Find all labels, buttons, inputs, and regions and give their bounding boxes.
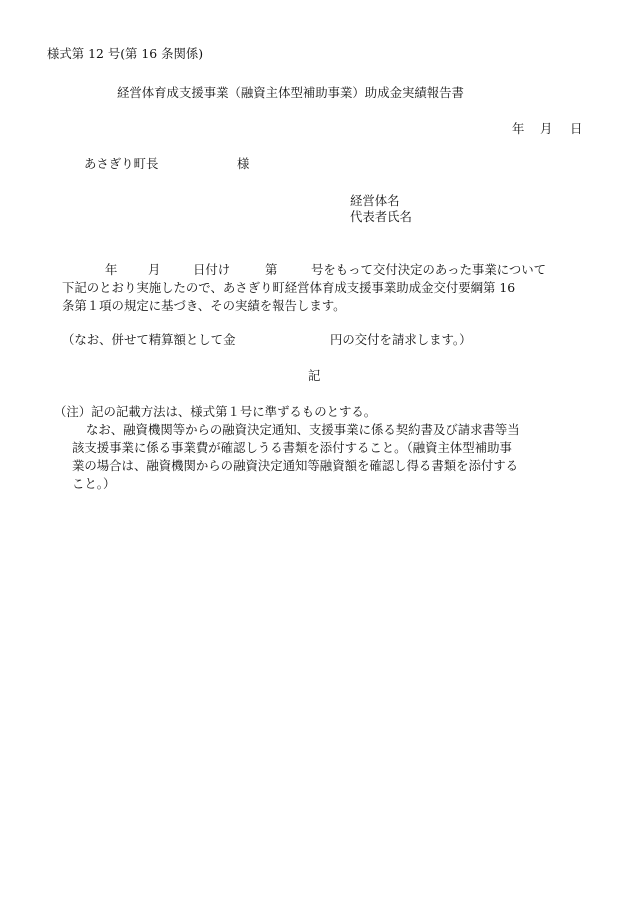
note-line3: 該支援事業に係る事業費が確認しうる書類を添付すること。（融資主体型補助事 [72,440,512,455]
date-month: 月 [540,121,553,136]
request-part2: 円の交付を請求します。） [330,332,472,347]
addressee-name: あさぎり町長 [84,156,159,171]
note-line1: （注）記の記載方法は、様式第１号に準ずるものとする。 [54,404,377,419]
entity-name-label: 経営体名 [350,193,400,208]
date-year: 年 [512,121,525,136]
form-number: 様式第 12 号(第 16 条関係) [47,46,204,61]
body-number: 第 [265,262,278,277]
ki-heading: 記 [308,368,321,383]
note-line4: 業の場合は、融資機関からの融資決定通知等融資額を確認し得る書類を添付する [72,458,519,473]
note-line5: こと。） [72,476,116,491]
body-line1-rest: 号をもって交付決定のあった事業について [311,262,547,277]
request-part1: （なお、併せて精算額として金 [62,332,236,347]
body-day: 日付け [193,262,231,277]
body-year: 年 [105,262,118,277]
representative-name-label: 代表者氏名 [350,209,412,224]
body-month: 月 [148,262,161,277]
note-line2: なお、融資機関等からの融資決定通知、支援事業に係る契約書及び請求書等当 [86,422,520,437]
addressee-honorific: 様 [237,156,250,171]
document-title: 経営体育成支援事業（融資主体型補助事業）助成金実績報告書 [117,85,464,100]
date-day: 日 [570,121,583,136]
body-line2: 下記のとおり実施したので、あさぎり町経営体育成支援事業助成金交付要綱第 16 [62,280,516,295]
body-line3: 条第１項の規定に基づき、その実績を報告します。 [62,298,346,313]
